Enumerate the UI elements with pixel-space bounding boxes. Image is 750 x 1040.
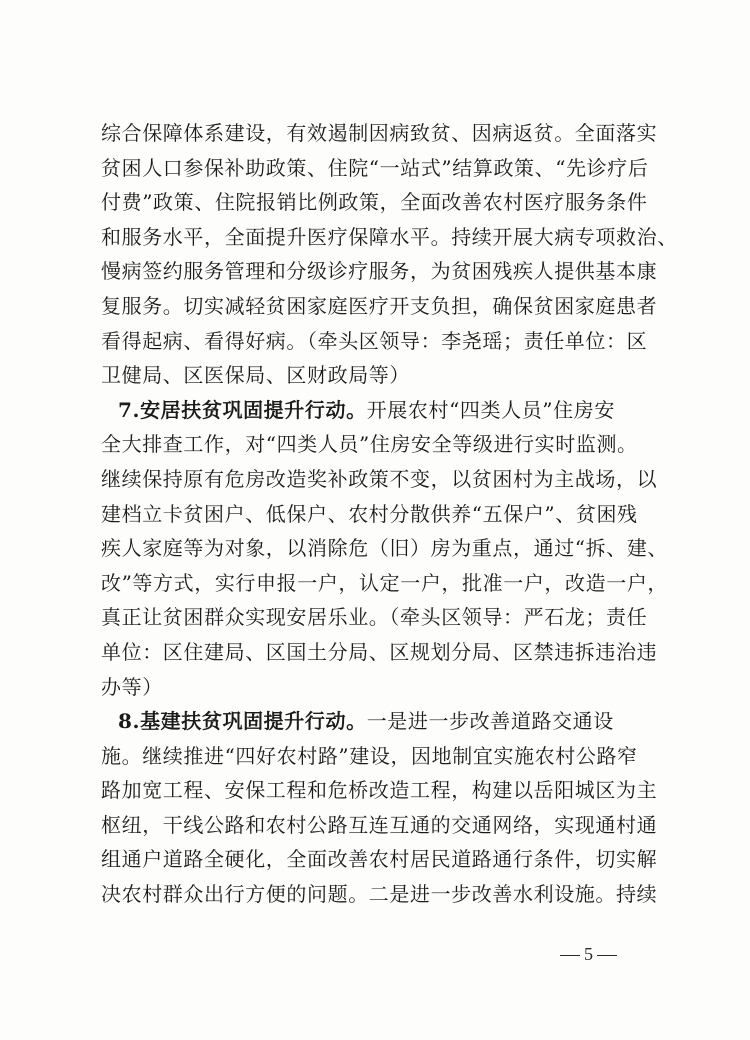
text-line: 单位：区住建局、区国土分局、区规划分局、区禁违拆违治违 <box>101 639 658 664</box>
text-line: 建档立卡贫困户、低保户、农村分散供养“五保户”、贫困残 <box>101 501 638 526</box>
text-line: 施。继续推进“四好农村路”建设，因地制宜实施农村公路窄 <box>101 743 638 768</box>
text-line: 组通户道路全硬化，全面改善农村居民道路通行条件，切实解 <box>101 847 658 872</box>
section-7-heading: 7.安居扶贫巩固提升行动。 <box>118 397 367 422</box>
section-8-first-line <box>101 704 631 739</box>
section-8-heading: 8.基建扶贫巩固提升行动。 <box>118 709 367 734</box>
document-body <box>101 116 678 912</box>
text-line: 全大排查工作，对“四类人员”住房安全等级进行实时监测。 <box>101 432 638 457</box>
text-line: 疾人家庭等为对象，以消除危（旧）房为重点，通过“拆、建、 <box>101 536 669 561</box>
section-8-first-line-text: 一是进一步改善道路交通设 <box>366 709 614 734</box>
text-line: 综合保障体系建设，有效遏制因病致贫、因病返贫。全面落实 <box>101 121 658 145</box>
text-line: 卫健局、区医保局、区财政局等） <box>101 363 410 388</box>
text-line: 和服务水平，全面提升医疗保障水平。持续开展大病专项救治、 <box>101 224 678 249</box>
text-line: 贫困人口参保补助政策、住院“一站式”结算政策、“先诊疗后 <box>101 155 649 180</box>
text-line: 路加宽工程、安保工程和危桥改造工程，构建以岳阳城区为主 <box>101 778 658 803</box>
dash-right <box>597 955 617 956</box>
section-7-first-line-text: 开展农村“四类人员”住房安 <box>366 397 615 422</box>
text-line: 付费”政策、住院报销比例政策，全面改善农村医疗服务条件 <box>101 190 648 215</box>
text-line: 继续保持原有危房改造奖补政策不变，以贫困村为主战场，以 <box>101 466 658 491</box>
section-7-first-line <box>101 393 631 428</box>
text-line: 慢病签约服务管理和分级诊疗服务，为贫困残疾人提供基本康 <box>101 259 658 284</box>
text-line: 办等） <box>101 674 163 699</box>
text-line: 看得起病、看得好病。（牵头区领导：李尧瑶；责任单位：区 <box>101 328 648 353</box>
text-line: 复服务。切实减轻贫困家庭医疗开支负担，确保贫困家庭患者 <box>101 293 658 318</box>
dash-left <box>560 955 580 956</box>
page-number <box>556 942 621 966</box>
text-line: 真正让贫困群众实现安居乐业。（牵头区领导：严石龙；责任 <box>101 605 648 630</box>
text-line: 改”等方式，实行申报一户，认定一户，批准一户，改造一户， <box>101 570 669 595</box>
page-number-value: 5 <box>584 944 593 964</box>
text-line: 决农村群众出行方便的问题。二是进一步改善水利设施。持续 <box>101 882 658 907</box>
text-line: 枢纽，干线公路和农村公路互连互通的交通网络，实现通村通 <box>101 812 658 837</box>
